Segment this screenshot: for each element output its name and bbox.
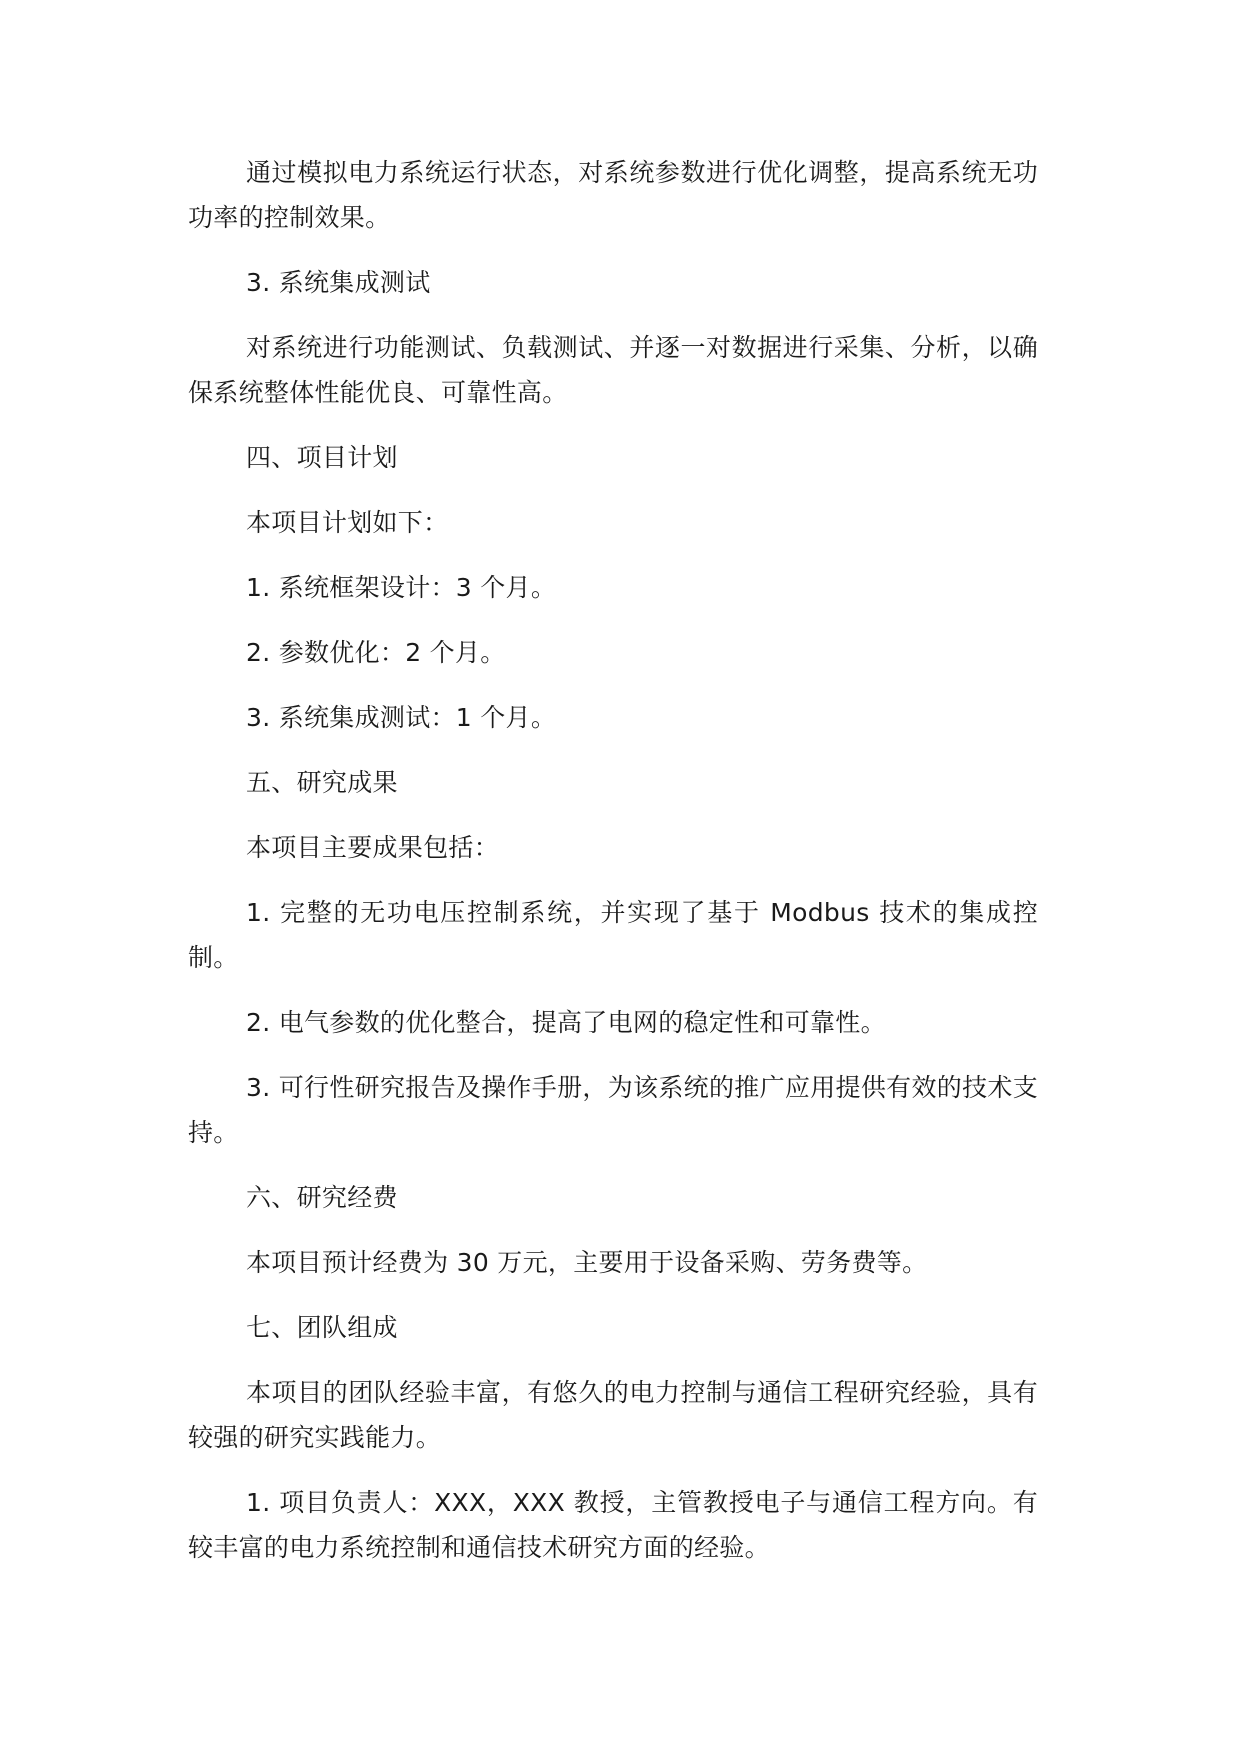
- plan-item-framework-design: 1. 系统框架设计：3 个月。: [246, 573, 557, 602]
- paragraph-plan-intro: 本项目计划如下：: [246, 508, 449, 537]
- section-heading-team-composition: 七、团队组成: [246, 1313, 398, 1342]
- paragraph-results-intro: 本项目主要成果包括：: [246, 833, 500, 862]
- result-item-control-system: 1. 完整的无功电压控制系统，并实现了基于 Modbus 技术的集成控制。: [188, 898, 1038, 972]
- paragraph-optimization-description: 通过模拟电力系统运行状态，对系统参数进行优化调整，提高系统无功功率的控制效果。: [188, 158, 1038, 232]
- team-item-project-leader: 1. 项目负责人：XXX，XXX 教授，主管教授电子与通信工程方向。有较丰富的电力系统控制和通信技术研究方面的经验。: [188, 1488, 1038, 1562]
- plan-item-integration-test: 3. 系统集成测试：1 个月。: [246, 703, 557, 732]
- result-item-parameter-integration: 2. 电气参数的优化整合，提高了电网的稳定性和可靠性。: [246, 1008, 886, 1037]
- result-item-feasibility-report: 3. 可行性研究报告及操作手册，为该系统的推广应用提供有效的技术支持。: [188, 1073, 1038, 1147]
- plan-item-parameter-optimization: 2. 参数优化：2 个月。: [246, 638, 506, 667]
- section-heading-project-plan: 四、项目计划: [246, 443, 398, 472]
- paragraph-team-description: 本项目的团队经验丰富，有悠久的电力控制与通信工程研究经验，具有较强的研究实践能力。: [188, 1378, 1038, 1452]
- section-heading-research-funding: 六、研究经费: [246, 1183, 398, 1212]
- heading-system-integration-test: 3. 系统集成测试: [246, 268, 431, 297]
- paragraph-funding-description: 本项目预计经费为 30 万元，主要用于设备采购、劳务费等。: [246, 1248, 928, 1277]
- section-heading-research-results: 五、研究成果: [246, 768, 398, 797]
- paragraph-integration-test-description: 对系统进行功能测试、负载测试、并逐一对数据进行采集、分析，以确保系统整体性能优良、可靠性高。: [188, 333, 1038, 407]
- document-body: [188, 150, 1038, 1570]
